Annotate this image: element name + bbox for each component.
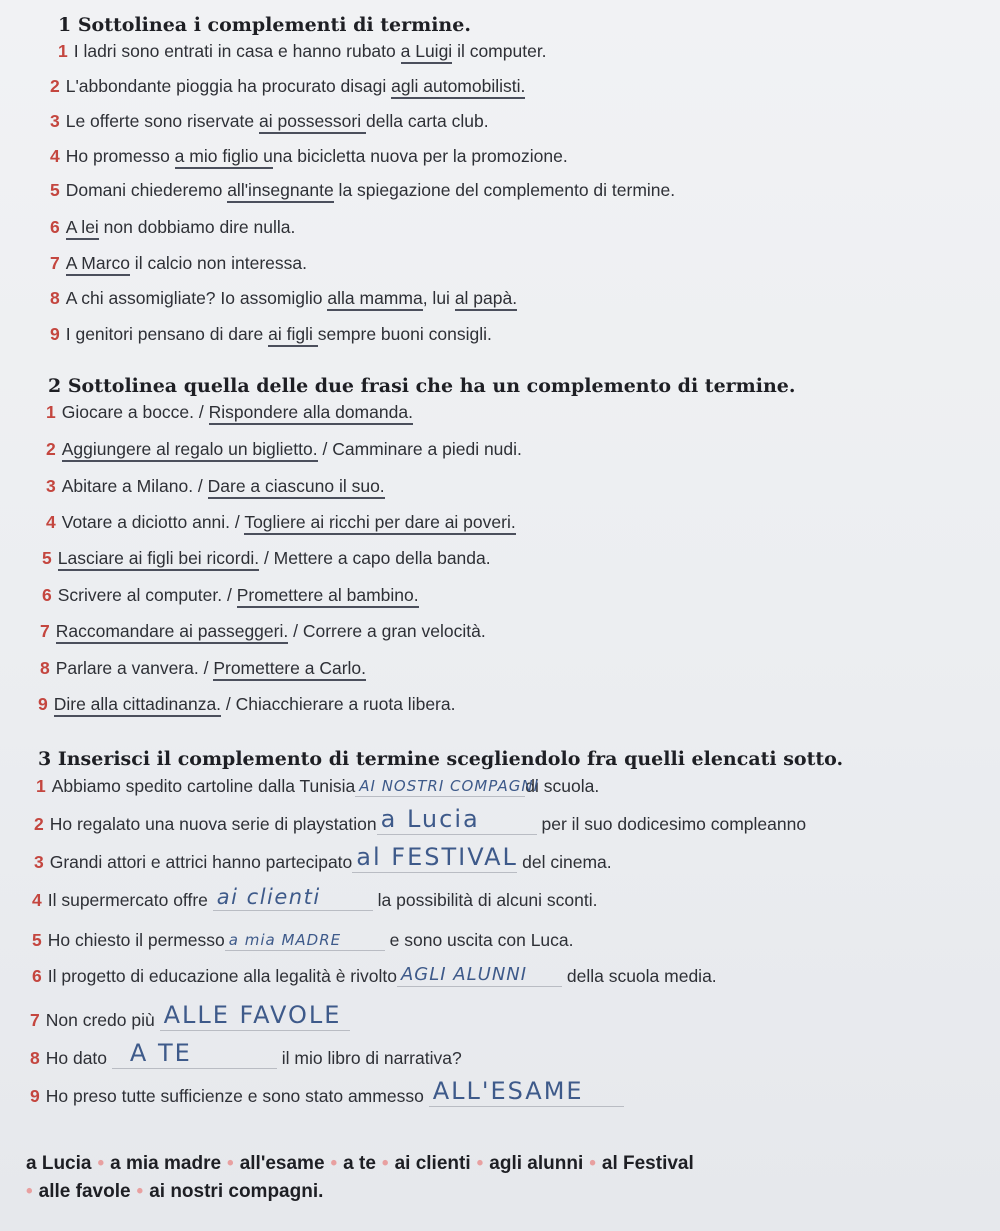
answer-blank-8[interactable]: A TE [112,1048,277,1069]
s2-line-9: 9 Dire alla cittadinanza. / Chiacchierare a ruota libera. [38,694,455,715]
s3-line-1: 1 Abbiamo spedito cartoline dalla Tunisia AI NOSTRI COMPAGNI di scuola. [36,776,600,796]
s3-line-6: 6 Il progetto di educazione alla legalità è rivolto AGLI ALUNNI della scuola media. [32,964,717,986]
word-bank-item: ai clienti [394,1153,471,1174]
answer-blank-3[interactable]: al FESTIVAL [352,852,517,873]
answer-blank-4[interactable]: ai clienti [213,890,373,911]
word-bank-item: al Festival [601,1153,694,1174]
word-bank-item: alle favole [38,1181,131,1202]
s1-line-5: 5 Domani chiederemo all'insegnante la spiegazione del complemento di termine. [50,180,675,201]
word-bank-item: ai nostri compagni. [149,1181,324,1202]
answer-blank-6[interactable]: AGLI ALUNNI [397,966,562,987]
s3-line-9: 9 Ho preso tutte sufficienze e sono stato ammesso ALL'ESAME [30,1086,624,1107]
word-bank-item: all'esame [239,1153,325,1174]
s3-line-3: 3 Grandi attori e attrici hanno partecipato al FESTIVAL del cinema. [34,843,612,872]
s2-line-4: 4 Votare a diciotto anni. / Togliere ai ricchi per dare ai poveri. [46,512,516,533]
answer-blank-9[interactable]: ALL'ESAME [429,1086,624,1107]
s1-line-1: 1 I ladri sono entrati in casa e hanno rubato a Luigi il computer. [58,41,547,62]
word-bank-item: a Lucia [26,1153,92,1174]
s1-line-9: 9 I genitori pensano di dare ai figli sempre buoni consigli. [50,324,492,345]
s1-line-8: 8 A chi assomigliate? Io assomiglio alla mamma, lui al papà. [50,288,517,309]
s3-line-4: 4 Il supermercato offre ai clienti la possibilità di alcuni sconti. [32,885,598,910]
s3-line-7: 7 Non credo più ALLE FAVOLE [30,1010,350,1031]
s2-line-7: 7 Raccomandare ai passeggeri. / Correre a gran velocità. [40,621,486,642]
s3-line-5: 5 Ho chiesto il permesso a mia MADRE e sono uscita con Luca. [32,930,574,950]
s1-line-2: 2 L'abbondante pioggia ha procurato disagi agli automobilisti. [50,76,525,97]
s1-line-6: 6 A lei non dobbiamo dire nulla. [50,217,295,238]
answer-blank-7[interactable]: ALLE FAVOLE [160,1010,350,1031]
s2-line-6: 6 Scrivere al computer. / Promettere al bambino. [42,585,419,606]
s2-line-1: 1 Giocare a bocce. / Rispondere alla domanda. [46,402,413,423]
answer-blank-1[interactable]: AI NOSTRI COMPAGNI [355,776,525,797]
s3-line-2: 2 Ho regalato una nuova serie di playstation a Lucia per il suo dodicesimo compleanno [34,805,807,834]
s1-line-7: 7 A Marco il calcio non interessa. [50,253,307,274]
s2-line-2: 2 Aggiungere al regalo un biglietto. / Camminare a piedi nudi. [46,439,522,460]
answer-blank-2[interactable]: a Lucia [377,814,537,835]
answer-blank-5[interactable]: a mia MADRE [225,930,385,951]
word-bank-item: a te [343,1153,376,1174]
s2-line-8: 8 Parlare a vanvera. / Promettere a Carlo. [40,658,366,679]
s2-line-5: 5 Lasciare ai figli bei ricordi. / Mettere a capo della banda. [42,548,491,569]
section-3-title: 3 Inserisci il complemento di termine scegliendolo fra quelli elencati sotto. [38,748,844,770]
s1-line-4: 4 Ho promesso a mio figlio una bicicletta nuova per la promozione. [50,146,568,167]
s2-line-3: 3 Abitare a Milano. / Dare a ciascuno il suo. [46,476,385,497]
word-bank-item: agli alunni [489,1153,584,1174]
s3-line-8: 8 Ho dato A TE il mio libro di narrativa? [30,1039,462,1068]
s1-line-3: 3 Le offerte sono riservate ai possessori della carta club. [50,111,489,132]
section-2-title: 2 Sottolinea quella delle due frasi che ha un complemento di termine. [48,375,796,397]
word-bank: a Lucia • a mia madre • all'esame • a te • ai clienti • agli alunni • al Festival • alle favole • ai nostri compagni. [26,1153,694,1202]
word-bank-item: a mia madre [110,1153,222,1174]
section-1-title: 1 Sottolinea i complementi di termine. [58,14,471,36]
